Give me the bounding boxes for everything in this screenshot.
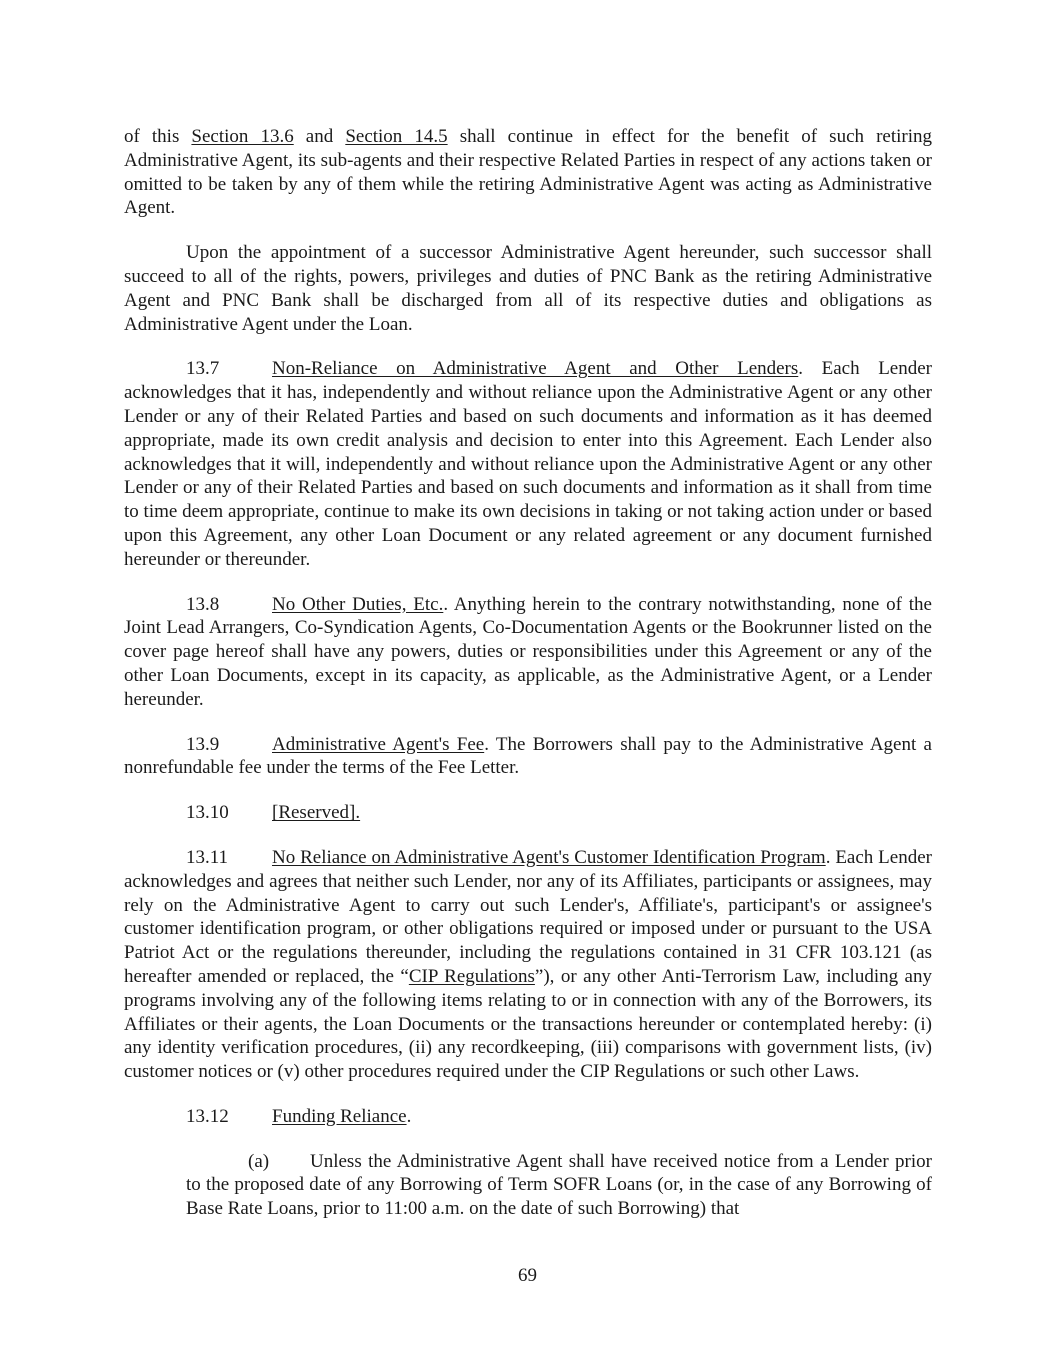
section-text: . Each Lender acknowledges that it has, independently and without reliance upon the Administrative Agent or any other Lender or any of their Related Parties and based on such documents and information as it has deemed appropriate, made its own credit analysis and decision to enter into this Agreement. Each Lender also acknowledges that it will, independently and without reliance upon the Administrative Agent or any other Lender or any of their Related Parties and based on such documents and information as it shall from time to time deem appropriate, continue to make its own decisions in taking or not taking action under or based upon this Agreement, any other Loan Document or any related agreement or any document furnished hereunder or thereunder.: [124, 358, 932, 570]
section-13-9: [124, 733, 932, 781]
section-text: . The Borrowers shall pay to the Administrative Agent a nonrefundable fee under the terms of the Fee Letter.: [124, 733, 932, 779]
section-number: 13.7: [186, 358, 220, 380]
text: and: [293, 126, 346, 147]
section-heading: Non-Reliance on Administrative Agent and Other Lenders: [272, 358, 799, 380]
section-text: ”), or any other Anti-Terrorism Law, including any programs involving any of the following items relating to or in connection with any of the Borrowers, its Affiliates or their agents, the Loan Documents or the transactions hereunder or contemplated hereby: (i) any identity verification procedures, (ii) any recordkeeping, (iii) comparisons with government lists, (iv) customer notices or (v) other procedures required under the CIP Regulations or such other Laws.: [124, 965, 932, 1083]
subsection-text: Unless the Administrative Agent shall have received notice from a Lender prior to the proposed date of any Borrowing of Term SOFR Loans (or, in the case of any Borrowing of Base Rate Loans, prior to 11:00 a.m. on the date of such Borrowing) that: [186, 1150, 932, 1220]
section-14-5-reference: Section 14.5: [345, 126, 448, 147]
paragraph-continuation: [124, 125, 932, 220]
section-heading: No Reliance on Administrative Agent's Customer Identification Program: [272, 846, 826, 868]
subsection-a: [186, 1150, 932, 1221]
page-number: 69: [518, 1265, 537, 1286]
section-13-10: [124, 801, 932, 825]
text: of this: [124, 126, 192, 147]
section-heading: Funding Reliance: [272, 1105, 407, 1127]
defined-term: CIP Regulations: [408, 965, 535, 987]
section-13-11: [124, 846, 932, 1084]
section-number: 13.12: [186, 1105, 229, 1127]
section-heading: [Reserved].: [272, 802, 361, 824]
section-number: 13.10: [186, 802, 229, 824]
section-13-6-reference: Section 13.6: [191, 126, 294, 147]
section-heading: No Other Duties, Etc.: [272, 593, 444, 615]
section-number: 13.8: [186, 593, 220, 615]
section-text: .: [406, 1105, 412, 1127]
subsection-number: (a): [248, 1150, 270, 1172]
section-13-7: [124, 357, 932, 571]
text: shall continue in effect for the benefit of such retiring Administrative Agent, its sub-agents and their respective Related Parties in respect of any actions taken or omitted to be taken by any of them while the retiring Administrative Agent was acting as Administrative Agent.: [124, 126, 932, 219]
section-number: 13.11: [186, 846, 229, 868]
section-text: . Each Lender acknowledges and agrees that neither such Lender, nor any of its Affiliates, participants or assignees, may rely on the Administrative Agent to carry out such Lender's, Affiliate's, participant's or assignee's customer identification program, or other obligations required or imposed under or pursuant to the USA Patriot Act or the regulations thereunder, including the regulations contained in 31 CFR 103.121 (as hereafter amended or replaced, the “: [124, 846, 932, 987]
section-13-8: [124, 593, 932, 712]
section-number: 13.9: [186, 733, 220, 755]
section-13-12: [124, 1105, 932, 1129]
paragraph-successor-agent: Upon the appointment of a successor Administrative Agent hereunder, such successor shall succeed to all of the rights, powers, privileges and duties of PNC Bank as the retiring Administrative Agent and PNC Bank shall be discharged from all of its respective duties and obligations as Administrative Agent under the Loan.: [124, 242, 932, 335]
section-heading: Administrative Agent's Fee: [272, 733, 485, 755]
section-text: . Anything herein to the contrary notwithstanding, none of the Joint Lead Arrangers, Co-Syndication Agents, Co-Documentation Agents or the Bookrunner listed on the cover page hereof shall have any powers, duties or responsibilities under this Agreement or any of the other Loan Documents, except in its capacity, as applicable, as the Administrative Agent, or a Lender hereunder.: [124, 593, 932, 710]
document-body: [124, 125, 932, 1242]
